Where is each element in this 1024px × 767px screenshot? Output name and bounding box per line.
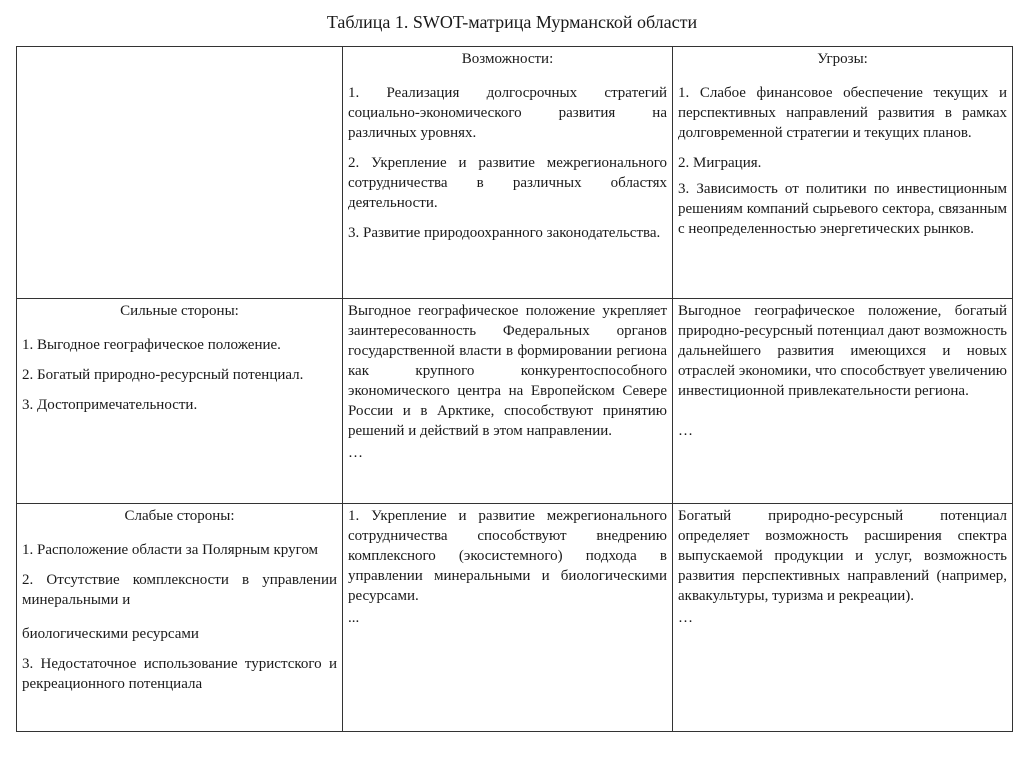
strength-item: 2. Богатый природно-ресурсный потенциал. [22,367,304,383]
st-strategy-text: Выгодное географическое положение, богатый природно-ресурсный потенциал дают возможность дальнейшего развития имеющихся и новых отраслей экономики, что способствует увеличению инвестиционной привлекательности региона. [678,303,1007,399]
st-strategy-cell [673,299,1013,504]
weakness-item: 1. Расположение области за Полярным кругом [22,542,319,558]
so-strategy-cell [343,299,673,504]
wo-ellipsis: ... [348,610,360,626]
strengths-cell [17,299,343,504]
weakness-item: биологическими ресурсами [22,626,199,642]
strength-item: 3. Достопримечательности. [22,397,198,413]
threats-heading: Угрозы: [817,51,868,67]
so-ellipsis: … [348,445,363,461]
threat-item: 2. Миграция. [678,155,762,171]
weaknesses-row [17,504,1013,732]
threats-cell [673,47,1013,299]
strength-item: 1. Выгодное географическое положение. [22,337,281,353]
weakness-item: 2. Отсутствие комплексности в управлении минеральными и [22,572,337,608]
table-title: Таблица 1. SWOT-матрица Мурманской области [326,12,698,32]
threat-item: 3. Зависимость от политики по инвестиционным решениям компаний сырьевого сектора, связанным с неопределенностью энергетических рынков. [678,181,1007,237]
swot-matrix-table [16,46,1013,732]
wt-strategy-cell [673,504,1013,732]
weakness-item: 3. Недостаточное использование туристского и рекреационного потенциала [22,656,337,692]
opportunities-heading: Возможности: [461,51,554,67]
so-strategy-text: Выгодное географическое положение укрепляет заинтересованность Федеральных органов государственной власти в формировании региона как крупного конкурентоспособного экономического центра на Европейском Севере России и в Арктике, способствуют принятию решений и действий в этом направлении. [348,303,667,439]
empty-corner-cell [17,47,343,299]
weaknesses-cell [17,504,343,732]
wo-strategy-text: 1. Укрепление и развитие межрегионального сотрудничества способствуют внедрению комплексного (экосистемного) подхода в управлении минеральными и биологическими ресурсами. [348,508,667,604]
wt-ellipsis: … [678,610,693,626]
weaknesses-heading: Слабые стороны: [124,508,235,524]
st-ellipsis: … [678,423,693,439]
threat-item: 1. Слабое финансовое обеспечение текущих и перспективных направлений развития в рамках долговременной стратегии и текущих планов. [678,85,1007,141]
wo-strategy-cell [343,504,673,732]
header-row [17,47,1013,299]
strengths-row [17,299,1013,504]
opportunity-item: 2. Укрепление и развитие межрегионального сотрудничества в различных областях деятельности. [348,155,667,211]
strengths-heading: Сильные стороны: [120,303,239,319]
opportunities-cell [343,47,673,299]
opportunity-item: 3. Развитие природоохранного законодательства. [348,225,661,241]
wt-strategy-text: Богатый природно-ресурсный потенциал определяет возможность расширения спектра выпускаемой продукции и услуг, возможность развития перспективных направлений (например, аквакультуры, туризма и рекреации). [678,508,1007,604]
opportunity-item: 1. Реализация долгосрочных стратегий социально-экономического развития на различных уровнях. [348,85,667,141]
